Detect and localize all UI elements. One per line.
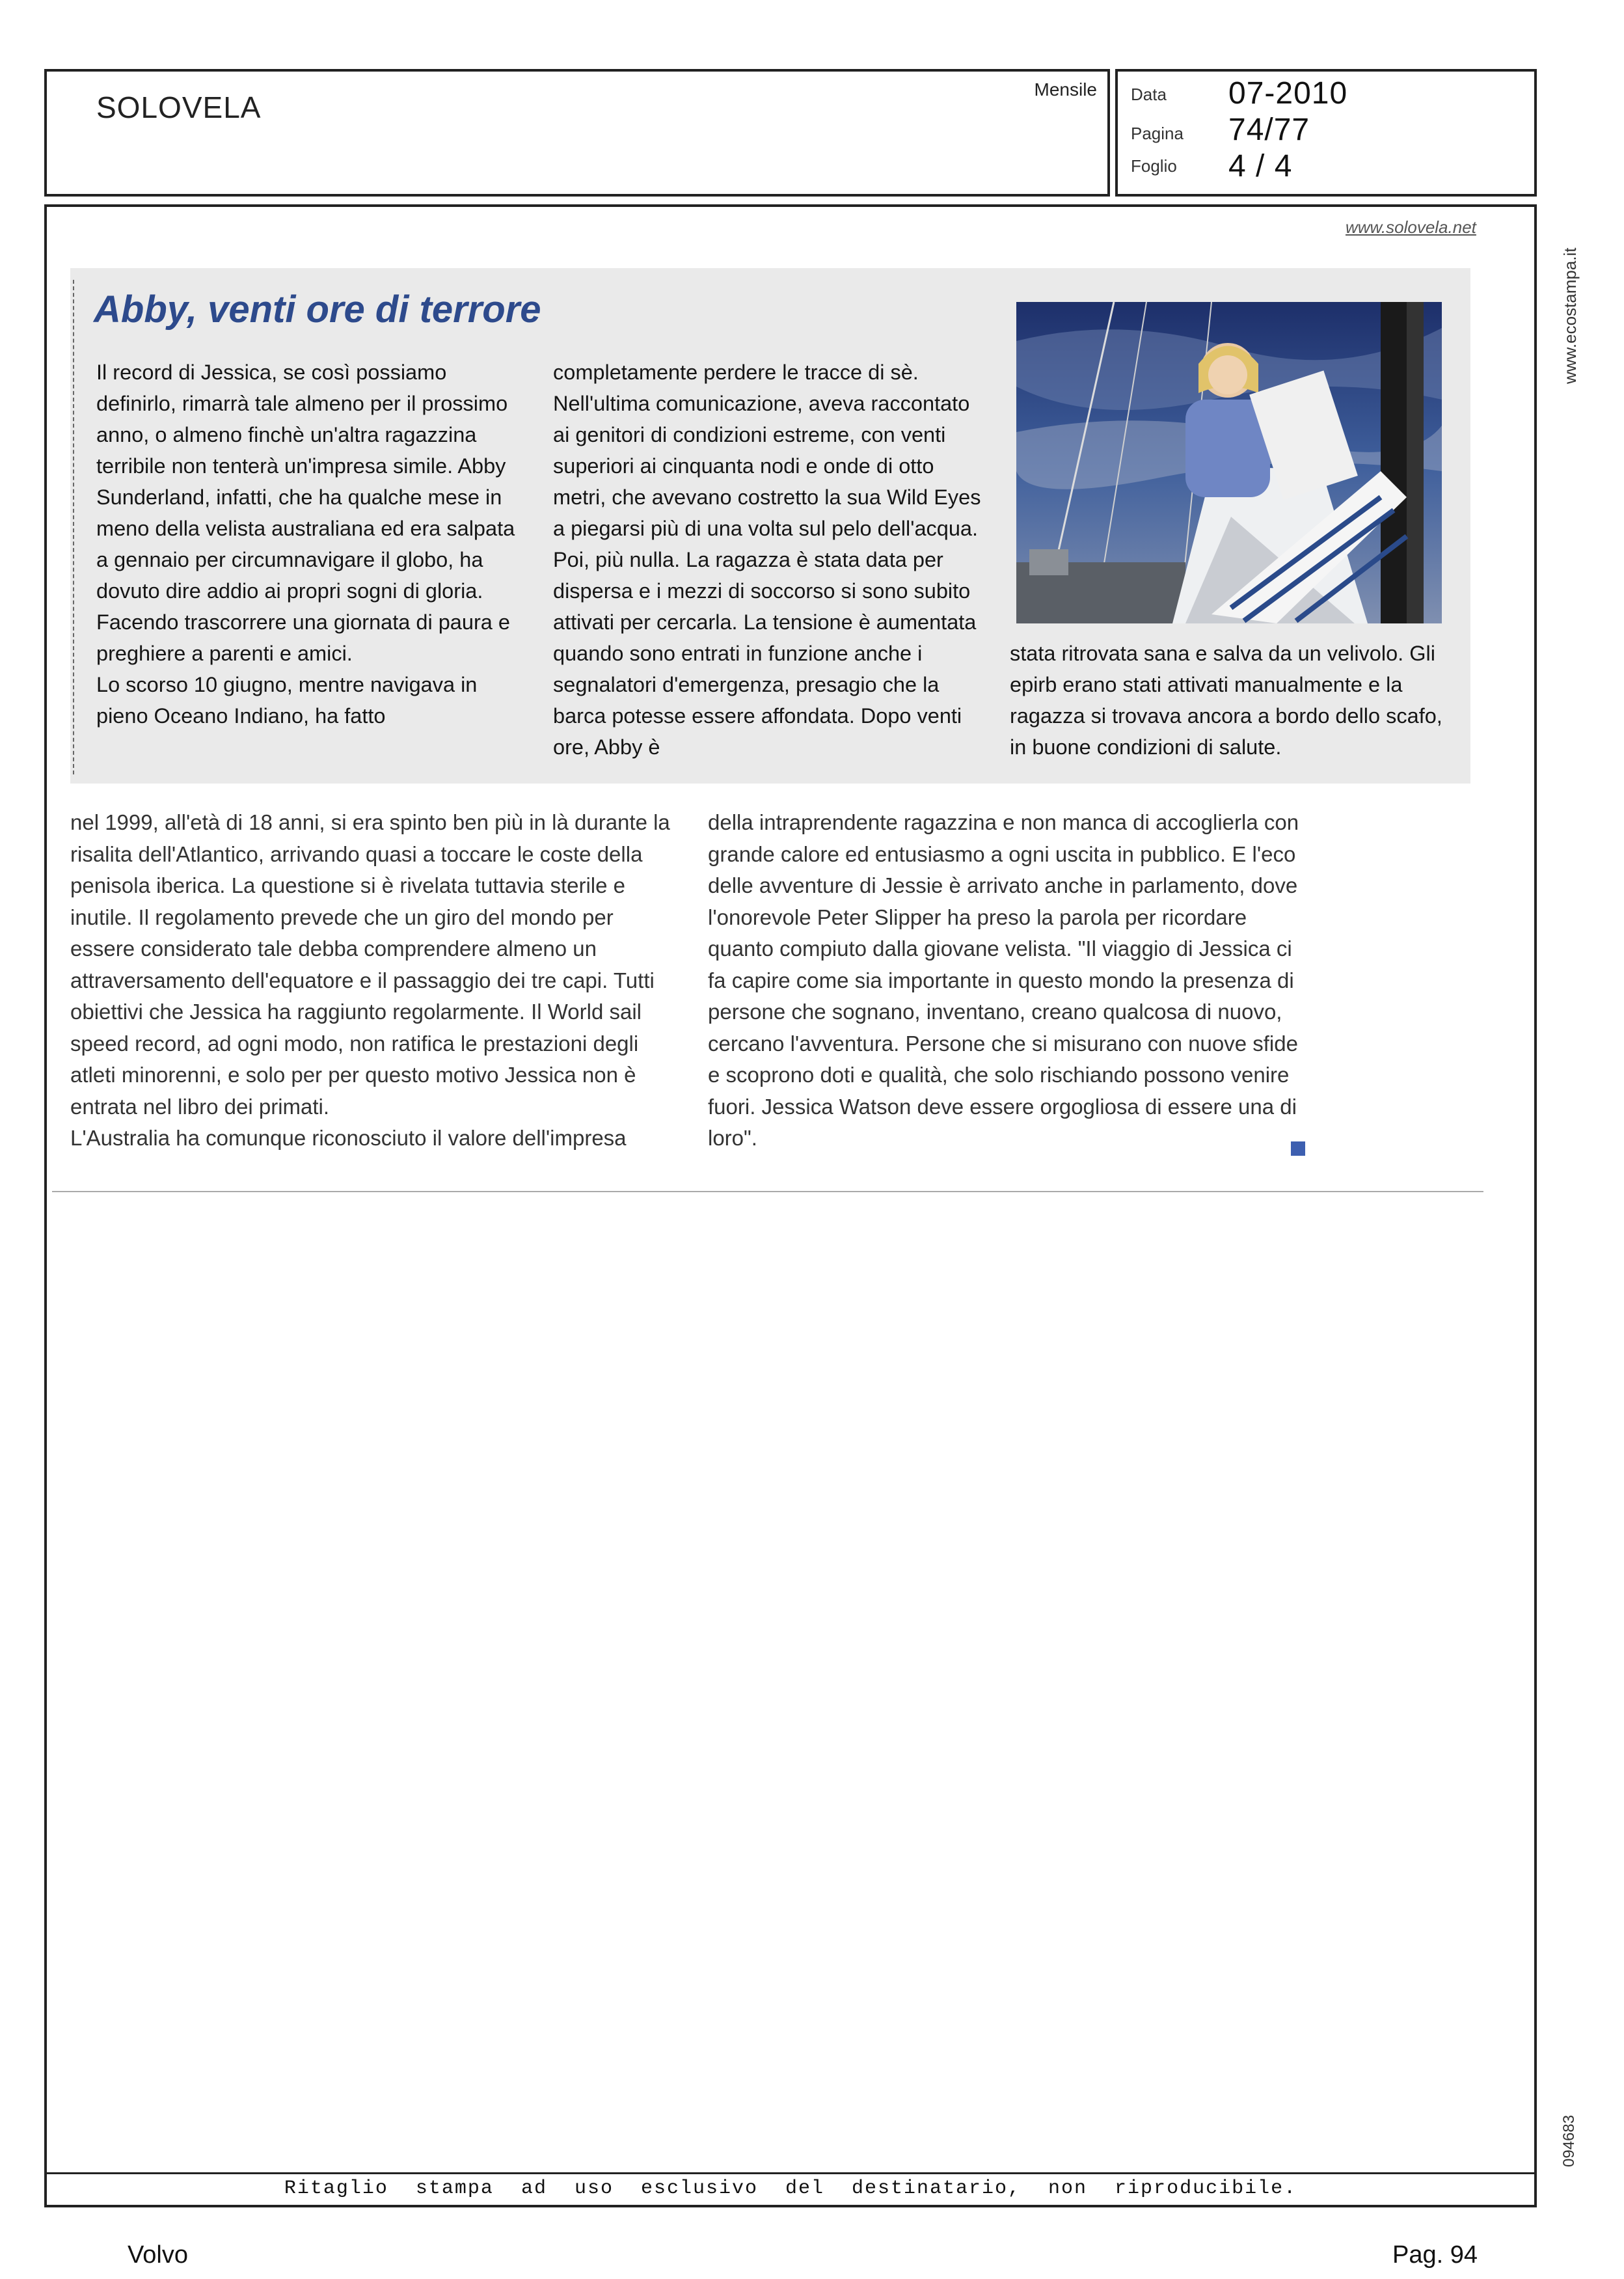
article-column-2 xyxy=(708,807,1313,1154)
website-link: www.solovela.net xyxy=(1346,217,1476,237)
page-value: 74/77 xyxy=(1228,113,1310,147)
side-source-label: www.ecostampa.it xyxy=(1560,247,1580,384)
sidebar-column-2 xyxy=(553,357,982,763)
sheet-value: 4 / 4 xyxy=(1228,149,1293,184)
footer-divider xyxy=(46,2172,1536,2174)
paragraph: nel 1999, all'età di 18 anni, si era spinto ben più in là durante la risalita dell'Atlantico, arrivando quasi a toccare le coste della penisola iberica. La questione si è rivelata tuttavia sterile e inutile. Il regolamento prevede che un giro del mondo per essere considerato tale debba comprendere almeno un attraversamento dell'equatore e il passaggio dei tre capi. Tutti obiettivi che Jessica ha raggiunto regolarmente. Il World sail speed record, ad ogni modo, non ratifica le prestazioni degli atleti minorenni, e solo per per questo motivo Jessica non è entrata nel libro dei primati. xyxy=(70,810,670,1119)
sailor-photo xyxy=(1016,302,1442,623)
panel-dashed-rule xyxy=(73,280,74,774)
header-meta-box xyxy=(1115,69,1537,197)
date-value: 07-2010 xyxy=(1228,76,1348,111)
article-column-1 xyxy=(70,807,675,1154)
side-code-label: 094683 xyxy=(1560,2114,1578,2167)
footer-page-number: Pag. 94 xyxy=(1392,2241,1478,2269)
date-label: Data xyxy=(1131,85,1167,104)
sidebar-column-1 xyxy=(96,357,519,731)
paragraph: stata ritrovata sana e salva da un velivolo. Gli epirb erano stati attivati manualmente e la ragazza si trovava ancora a bordo dello scafo, in buone condizioni di salute. xyxy=(1010,642,1442,759)
article-bottom-rule xyxy=(52,1191,1483,1192)
sidebar-column-3 xyxy=(1010,638,1459,763)
sidebar-article-title: Abby, venti ore di terrore xyxy=(94,288,541,331)
publication-name: SOLOVELA xyxy=(96,90,262,124)
footer-client-name: Volvo xyxy=(128,2241,188,2269)
copyright-notice: Ritaglio stampa ad uso esclusivo del destinatario, non riproducibile. xyxy=(284,2177,1297,2200)
header-publication-box xyxy=(44,69,1110,197)
page-label: Pagina xyxy=(1131,124,1184,143)
paragraph: Il record di Jessica, se così possiamo definirlo, rimarrà tale almeno per il prossimo anno, o almeno finchè un'altra ragazzina terribile non tenterà un'impresa simile. Abby Sunderland, infatti, che ha qualche mese in meno della velista australiana ed era salpata a gennaio per circumnavigare il globo, ha dovuto dire addio ai propri sogni di gloria. Facendo trascorrere una giornata di paura e preghiere a parenti e amici. xyxy=(96,361,515,665)
publication-frequency: Mensile xyxy=(1034,79,1097,100)
paragraph: Lo scorso 10 giugno, mentre navigava in pieno Oceano Indiano, ha fatto xyxy=(96,673,478,728)
paragraph: della intraprendente ragazzina e non manca di accoglierla con grande calore ed entusiasmo a ogni uscita in pubblico. E l'eco delle avventure di Jessie è arrivato anche in parlamento, dove l'onorevole Peter Slipper ha preso la parola per ricordare quanto compiuto dalla giovane velista. "Il viaggio di Jessica ci fa capire come sia importante in questo mondo la presenza di persone che sognano, inventano, creano qualcosa di nuovo, cercano l'avventura. Persone che si misurano con nuove sfide e scoprono doti e qualità, che solo rischiando possono venire fuori. Jessica Watson deve essere orgogliosa di essere una di loro". xyxy=(708,810,1299,1150)
end-of-article-square-icon xyxy=(1291,1141,1305,1156)
paragraph: L'Australia ha comunque riconosciuto il valore dell'impresa xyxy=(70,1126,627,1150)
sheet-label: Foglio xyxy=(1131,156,1177,176)
paragraph: completamente perdere le tracce di sè. Nell'ultima comunicazione, aveva raccontato ai genitori di condizioni estreme, con venti superiori ai cinquanta nodi e onde di otto metri, che avevano costretto la sua Wild Eyes a piegarsi più di una volta sul pelo dell'acqua. Poi, più nulla. La ragazza è stata data per dispersa e i mezzi di soccorso si sono subito attivati per cercarla. La tensione è aumentata quando sono entrati in funzione anche i segnalatori d'emergenza, presagio che la barca potesse essere affondata. Dopo venti ore, Abby è xyxy=(553,361,981,759)
